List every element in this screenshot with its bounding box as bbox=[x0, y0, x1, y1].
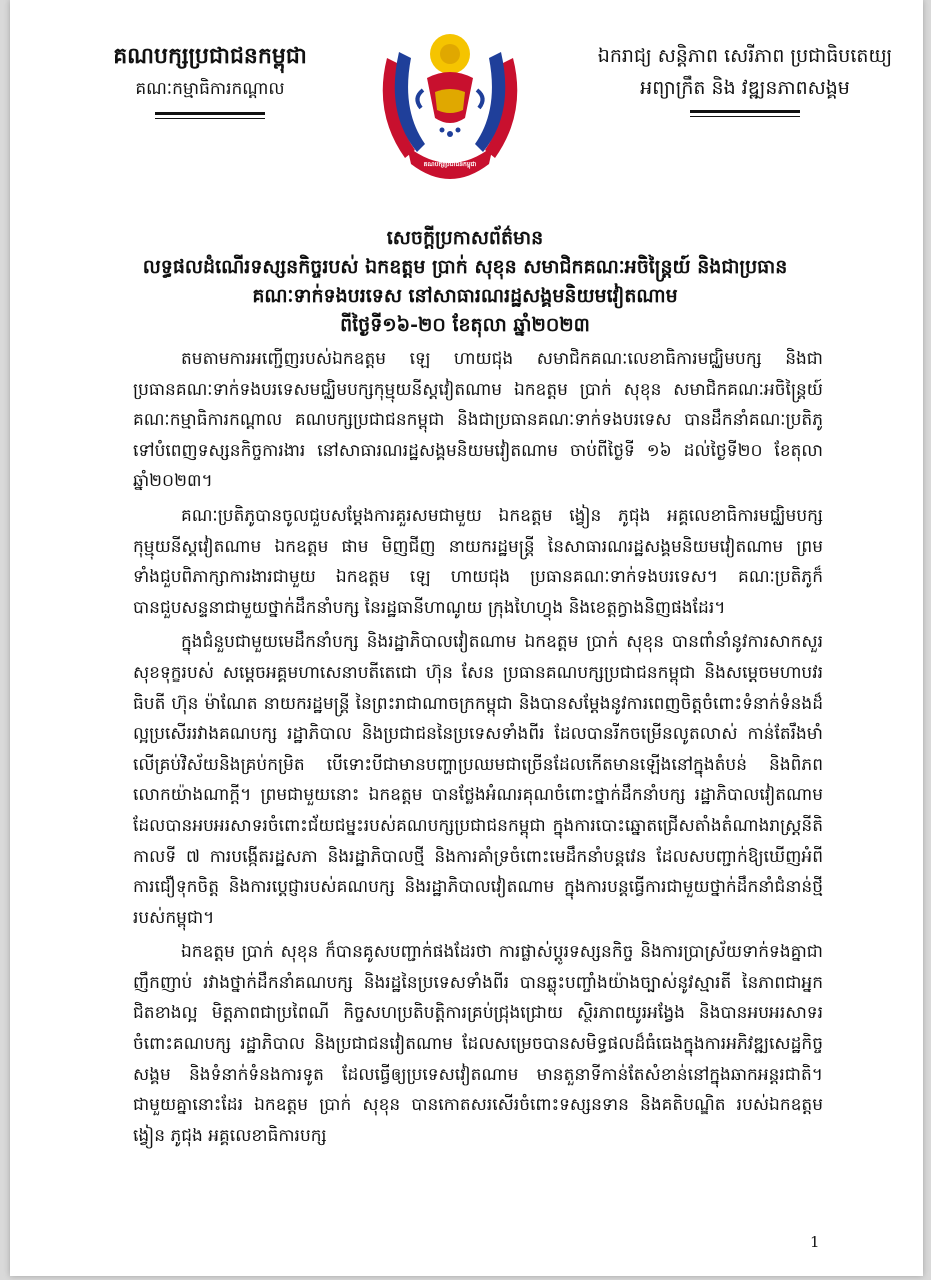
title-line-4: ពីថ្ងៃទី១៦-២០ ខែតុលា ឆ្នាំ២០២៣ bbox=[340, 314, 590, 336]
paragraph-1: តមតាមការអញ្ជើញរបស់ឯកឧត្ដម ឡេ ហាយជុង សមាជិកគណៈលេខាធិការមជ្ឈិមបក្ស និងជាប្រធានគណៈទាក់ទងបរទេសមជ្ឈិមបក្សកុម្មុយនីស្ដវៀតណាម ឯកឧត្ដម ប្រាក់ សុខុន សមាជិកគណៈអចិន្ត្រៃយ៍ គណៈកម្មាធិការកណ្ដាល គណបក្សប្រជាជនកម្ពុជា និងជាប្រធានគណៈទាក់ទងបរទេស បានដឹកនាំគណៈប្រតិភូ ទៅបំពេញទស្សនកិច្ចការងារ នៅសាធារណរដ្ឋសង្គមនិយមវៀតណាម ចាប់ពីថ្ងៃទី ១៦ ដល់ថ្ងៃទី២០ ខែតុលា ឆ្នាំ២០២៣។ bbox=[133, 349, 823, 492]
paragraph-2: គណៈប្រតិភូបានចូលជួបសម្ដែងការគួរសមជាមួយ ឯកឧត្ដម ង្វៀន ភូជុង អគ្គលេខាធិការមជ្ឈិមបក្សកុម្មុយនីស្ដវៀតណាម ឯកឧត្ដម ផាម មិញជីញ នាយករដ្ឋមន្ត្រី នៃសាធារណរដ្ឋសង្គមនិយមវៀតណាម ព្រមទាំងជួបពិភាក្សាការងារជាមួយ ឯកឧត្ដម ឡេ ហាយជុង ប្រធានគណៈទាក់ទងបរទេស។ គណៈប្រតិភូក៏បានជួបសន្ទនាជាមួយថ្នាក់ដឹកនាំបក្ស នៃរដ្ឋធានីហាណូយ ក្រុងហៃហ្វុង និងខេត្តក្វាងនិញផងដែរ។ bbox=[133, 505, 823, 618]
title-line-2: លទ្ធផលដំណើរទស្សនកិច្ចរបស់ ឯកឧត្ដម ប្រាក់ សុខុន សមាជិកគណៈអចិន្ត្រៃយ៍ និងជាប្រធាន bbox=[142, 256, 788, 278]
document-page bbox=[10, 0, 923, 1276]
header-right bbox=[565, 40, 925, 117]
emblem-caption: គណបក្សប្រជាជនកម្ពុជា bbox=[423, 161, 477, 168]
party-name: គណបក្សប្រជាជនកម្ពុជា bbox=[113, 44, 307, 69]
title-line-1: សេចក្ដីប្រកាសព័ត៌មាន bbox=[386, 227, 544, 249]
title-line-3: គណៈទាក់ទងបរទេស នៅសាធារណរដ្ឋសង្គមនិយមវៀតណាម bbox=[252, 285, 678, 307]
header-left-divider bbox=[155, 112, 265, 119]
national-motto-line1: ឯករាជ្យ សន្តិភាព សេរីភាព ប្រជាធិបតេយ្យ bbox=[597, 45, 893, 67]
committee-name: គណៈកម្មាធិការកណ្ដាល bbox=[135, 79, 285, 99]
paragraph-3: ក្នុងជំនួបជាមួយមេដឹកនាំបក្ស និងរដ្ឋាភិបាលវៀតណាម ឯកឧត្ដម ប្រាក់ សុខុន បានពាំនាំនូវការសាកសួរសុខទុក្ខរបស់ សម្ដេចអគ្គមហាសេនាបតីតេជោ ហ៊ុន សែន ប្រធានគណបក្សប្រជាជនកម្ពុជា និងសម្ដេចមហាបវរធិបតី ហ៊ុន ម៉ាណែត នាយករដ្ឋមន្ត្រី នៃព្រះរាជាណាចក្រកម្ពុជា និងបានសម្ដែងនូវការពេញចិត្តចំពោះទំនាក់ទំនងដ៏ល្អប្រសើររវាងគណបក្ស រដ្ឋាភិបាល និងប្រជាជននៃប្រទេសទាំងពីរ ដែលបានរីកចម្រើនលូតលាស់ កាន់តែរឹងមាំ លើគ្រប់វិស័យនិងគ្រប់កម្រិត បើទោះបីជាមានបញ្ហាប្រឈមជាច្រើនដែលកើតមានឡើងនៅក្នុងតំបន់ និងពិភពលោកយ៉ាងណាក្ដី។ ព្រមជាមួយនោះ ឯកឧត្ដម បានថ្លែងអំណរគុណចំពោះថ្នាក់ដឹកនាំបក្ស រដ្ឋាភិបាលវៀតណាម ដែលបានអបអរសាទរចំពោះជ័យជម្នះរបស់គណបក្សប្រជាជនកម្ពុជា ក្នុងការបោះឆ្នោតជ្រើសតាំងតំណាងរាស្ដ្រនីតិកាលទី ៧ ការបង្កើតរដ្ឋសភា និងរដ្ឋាភិបាលថ្មី និងការគាំទ្រចំពោះមេដឹកនាំបន្តវេន ដែលសបញ្ជាក់ឱ្យឃើញអំពីការជឿទុកចិត្ត និងការប្ដេជ្ញារបស់គណបក្ស និងរដ្ឋាភិបាលវៀតណាម ក្នុងការបន្តធ្វើការជាមួយថ្នាក់ដឹកនាំជំនាន់ថ្មីរបស់កម្ពុជា។ bbox=[133, 632, 823, 928]
press-release-title bbox=[70, 224, 860, 340]
national-motto-line2: អព្យាក្រឹត និង វឌ្ឍនភាពសង្គម bbox=[640, 77, 850, 99]
page-number: 1 bbox=[810, 1233, 820, 1251]
party-emblem-icon bbox=[365, 18, 535, 188]
header-left bbox=[70, 40, 350, 119]
body-text bbox=[133, 344, 823, 1155]
paragraph-4: ឯកឧត្ដម ប្រាក់ សុខុន ក៏បានគូសបញ្ជាក់ផងដែរថា ការផ្លាស់ប្ដូរទស្សនកិច្ច និងការប្រាស្រ័យទាក់ទងគ្នាជាញឹកញាប់ រវាងថ្នាក់ដឹកនាំគណបក្ស និងរដ្ឋនៃប្រទេសទាំងពីរ បានឆ្លុះបញ្ចាំងយ៉ាងច្បាស់នូវស្មារតី នៃភាពជាអ្នកជិតខាងល្អ មិត្តភាពជាប្រពៃណី កិច្ចសហប្រតិបត្តិការគ្រប់ជ្រុងជ្រោយ ស្ថិរភាពយូរអង្វែង និងបានអបអរសាទរ ចំពោះគណបក្ស រដ្ឋាភិបាល និងប្រជាជនវៀតណាម ដែលសម្រេចបានសមិទ្ធផលដ៏ធំធេងក្នុងការអភិវឌ្ឍសេដ្ឋកិច្ច សង្គម និងទំនាក់ទំនងការទូត ដែលធ្វើឲ្យប្រទេសវៀតណាម មានតួនាទីកាន់តែសំខាន់នៅក្នុងឆាកអន្តរជាតិ។ ជាមួយគ្នានោះដែរ ឯកឧត្ដម ប្រាក់ សុខុន បានកោតសរសើរចំពោះទស្សនទាន និងគតិបណ្ឌិត របស់ឯកឧត្ដម ង្វៀន ភូជុង អគ្គលេខាធិការបក្ស bbox=[133, 942, 823, 1146]
header-right-divider bbox=[690, 110, 800, 117]
